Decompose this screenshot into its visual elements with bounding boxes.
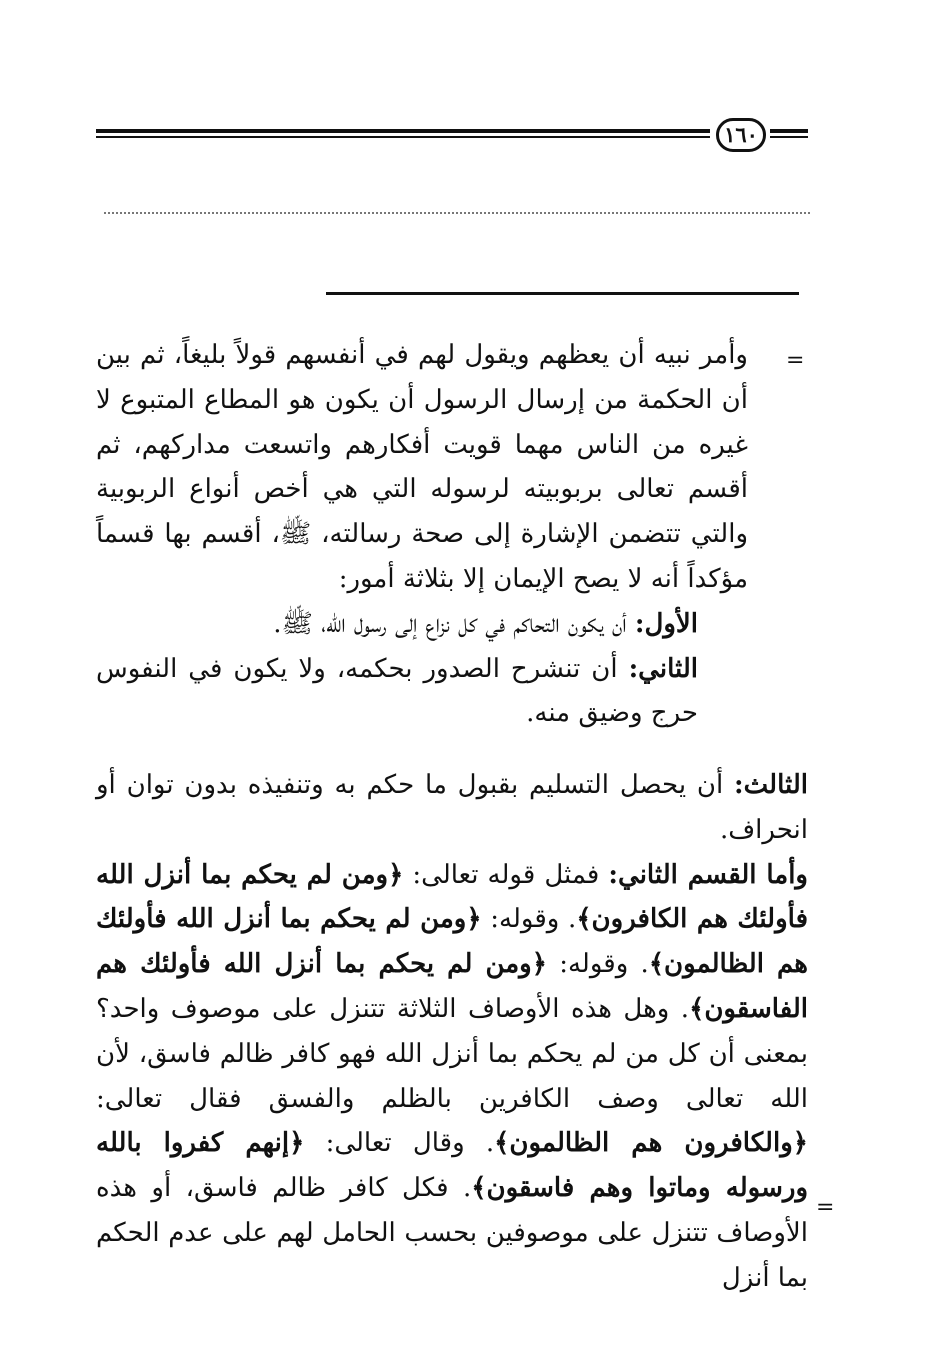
header-rule [770, 129, 808, 133]
quran-quote: ﴿ومن لم يحكم بما أنزل الله فأولئك هم الظالمون﴾ [96, 904, 808, 980]
third-text: أن يحصل التسليم بقبول ما حكم به وتنفيذه بدون توان أو انحراف. [96, 770, 808, 845]
page-number: ١٦٠ [716, 118, 766, 152]
second-section [96, 853, 808, 1301]
third-point [96, 763, 808, 853]
text-run: فمثل قوله تعالى: [403, 859, 609, 890]
header-rule [96, 129, 710, 133]
text-run: . وقوله: [481, 904, 577, 935]
second-text: أن تنشرح الصدور بحكمه، ولا يكون في النفوس حرج وضيق منه. [96, 653, 698, 729]
quran-quote: ﴿ومن لم يحكم بما أنزل الله فأولئك هم الكافرون﴾ [96, 859, 808, 935]
third-label: الثالث: [734, 770, 808, 800]
first-point [96, 602, 748, 647]
continuation-mark-bottom: = [816, 1195, 835, 1220]
first-text: أن يكون التحاكم في كل نزاع إلى رسول الله، ﷺ. [273, 608, 635, 639]
main-text [96, 763, 808, 1301]
text-run: . وقوله: [546, 949, 649, 980]
continuation-mark-top: = [786, 348, 805, 373]
header-rule [770, 136, 808, 138]
second-label: الثاني: [628, 653, 698, 684]
text-run: . وهل هذه الأوصاف الثلاثة تتنزل على موصوف واحد؟ بمعنى أن كل من لم يحكم بما أنزل الله فهو كافر ظالم فاسق، لأن الله تعالى وصف الكافرين بالظلم والفسق فقال تعالى: [96, 993, 808, 1114]
second-point [96, 647, 748, 737]
section-label: وأما القسم الثاني: [608, 859, 808, 890]
intro-paragraph: وأمر نبيه أن يعظهم ويقول لهم في أنفسهم قولاً بليغاً، ثم بين أن الحكمة من إرسال الرسول أن يكون هو المطاع المتبوع لا غيره من الناس مهما قويت أفكارهم واتسعت مداركهم، ثم أقسم تعالى بربوبيته لرسوله التي هي أخص أنواع الربوبية والتي تتضمن الإشارة إلى صحة رسالته، ﷺ، أقسم بها قسماً مؤكداً أنه لا يصح الإيمان إلا بثلاثة أمور: [96, 340, 748, 594]
text-run: . فكل كافر ظالم فاسق، أو هذه الأوصاف تتنزل على موصوفين بحسب الحامل لهم على عدم الحكم بما أنزل [96, 1173, 808, 1293]
page-header [96, 118, 808, 158]
header-rule [96, 136, 710, 138]
quran-quote: ﴿إنهم كفروا بالله ورسوله وماتوا وهم فاسقون﴾ [96, 1128, 808, 1204]
quran-quote: ﴿والكافرون هم الظالمون﴾ [494, 1128, 808, 1159]
footnote-text [96, 333, 748, 736]
dotted-separator [104, 212, 810, 214]
first-label: الأول: [634, 608, 698, 639]
footnote-separator [326, 292, 799, 295]
quran-quote: ﴿ومن لم يحكم بما أنزل الله فأولئك هم الفاسقون﴾ [96, 949, 808, 1024]
text-run: . وقال تعالى: [304, 1128, 495, 1159]
